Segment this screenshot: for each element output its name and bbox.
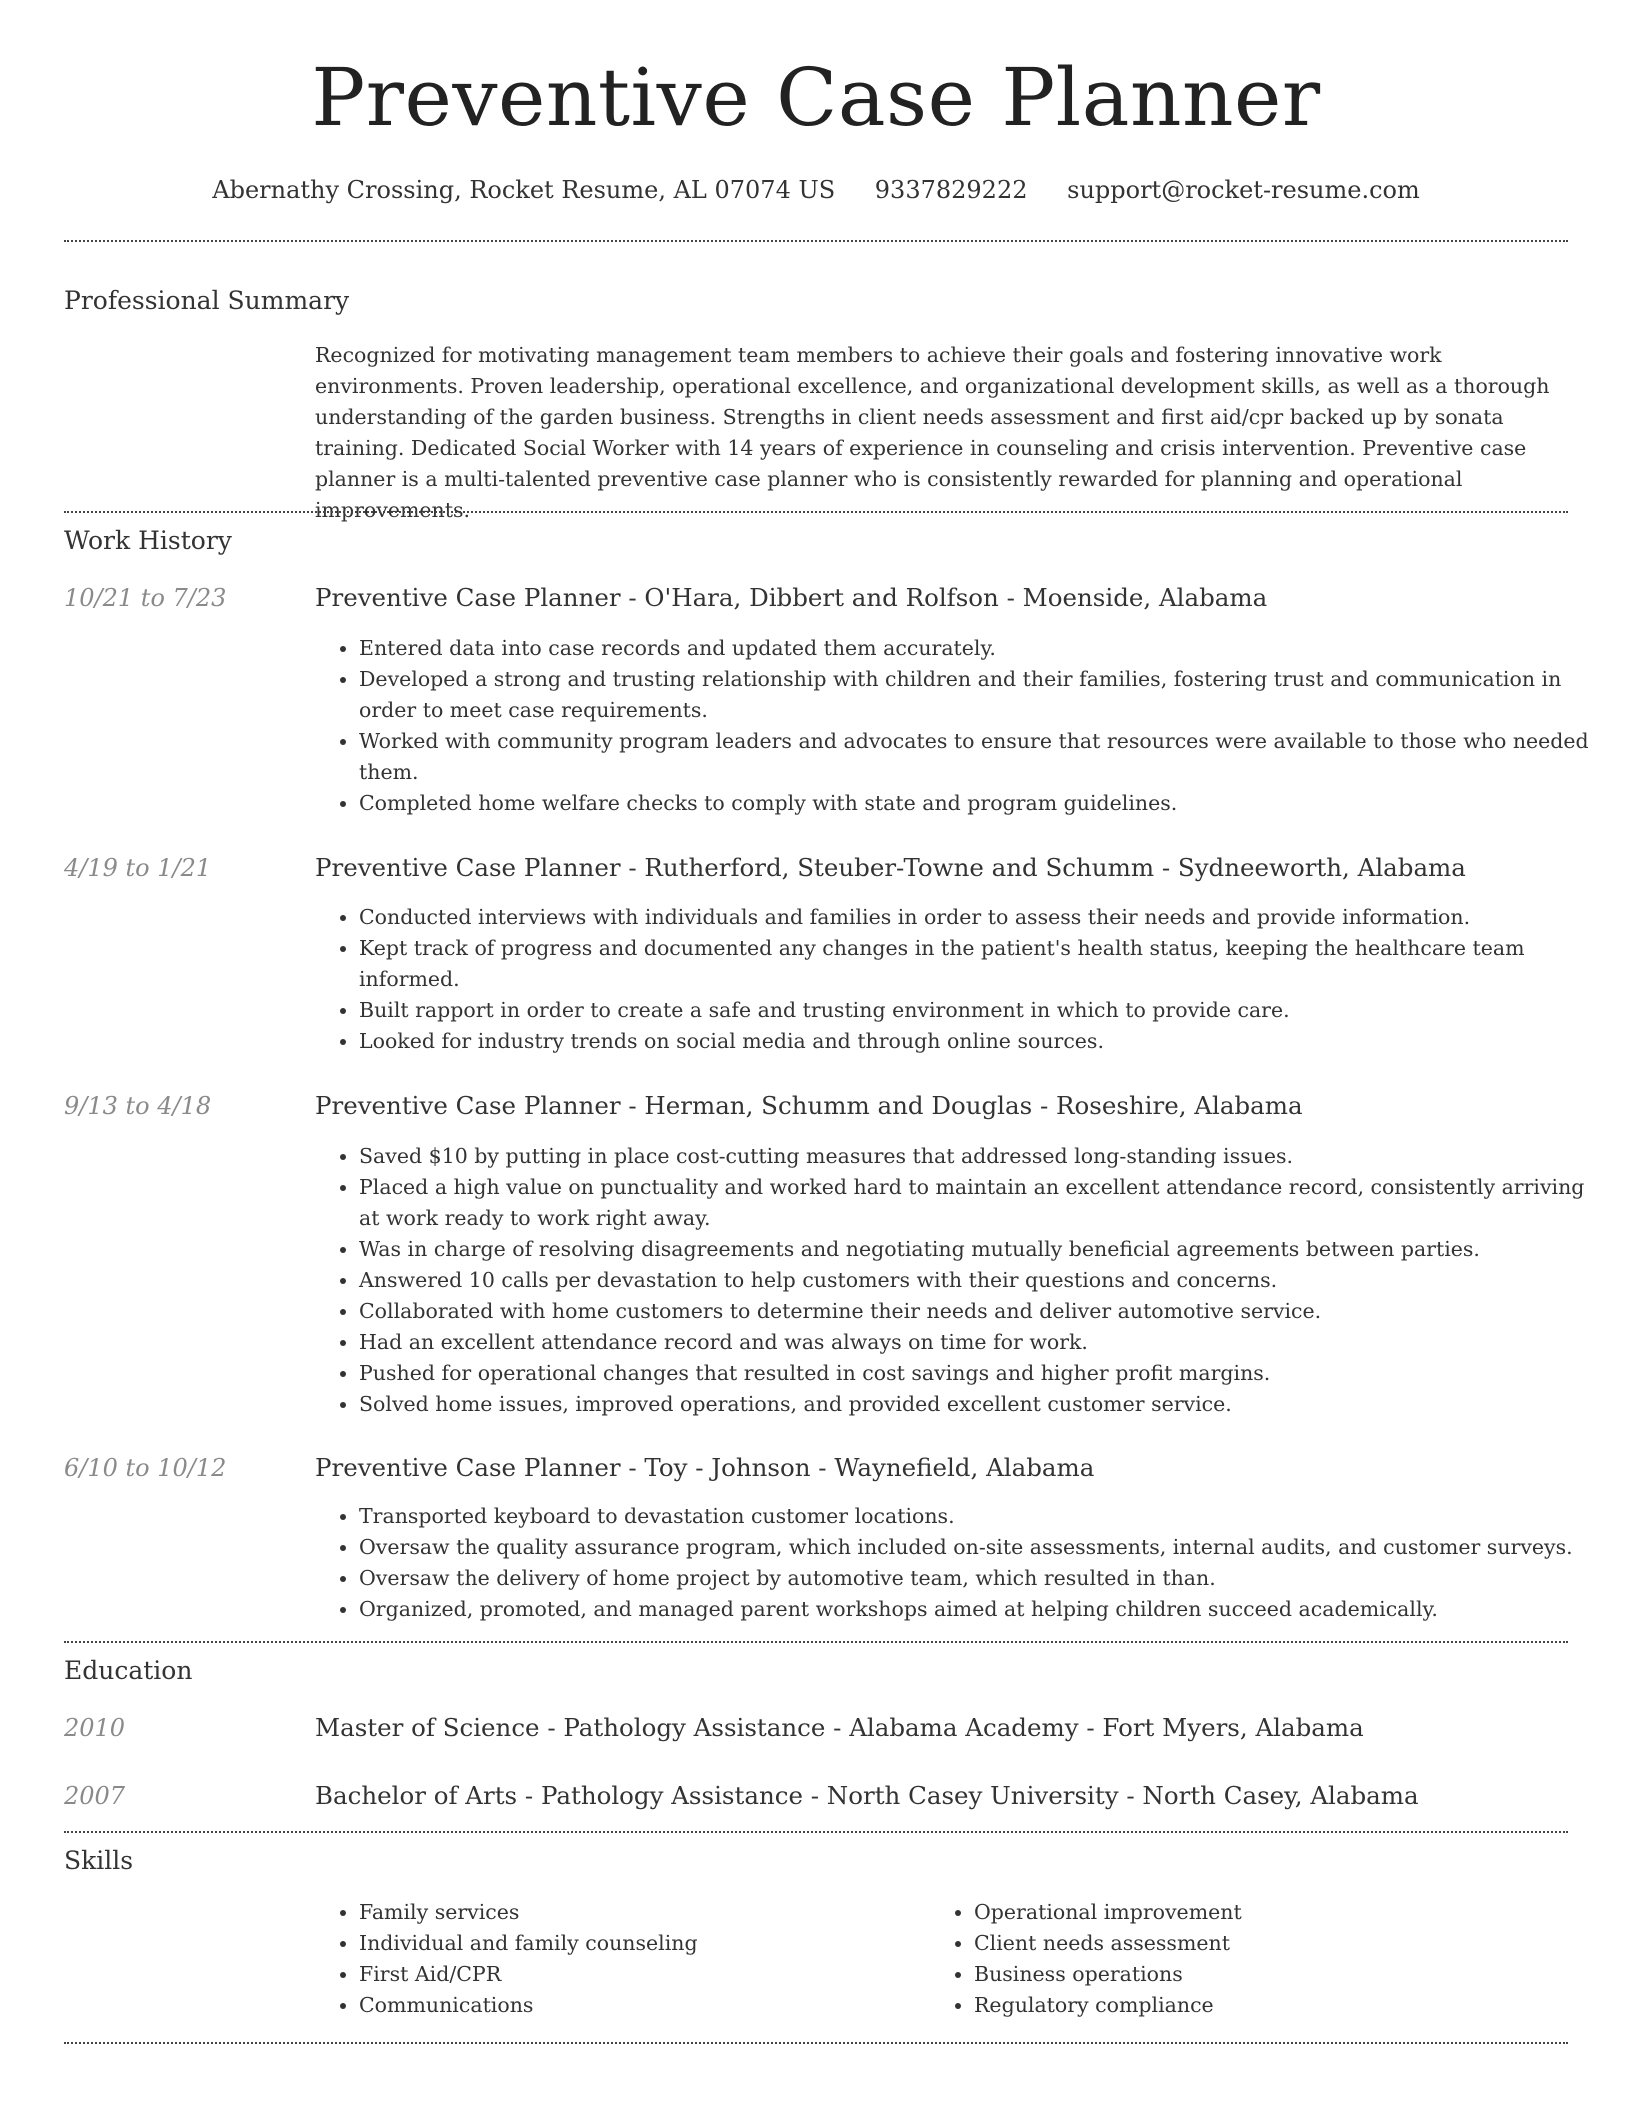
education-year: 2007 bbox=[64, 1782, 126, 1810]
job-duty: • Built rapport in order to create a safe and trusting environment in which to provide care. bbox=[359, 995, 1604, 1026]
job-duty: • Placed a high value on punctuality and worked hard to maintain an excellent attendance record, consistently arriving at work ready to work right away. bbox=[359, 1172, 1604, 1234]
education-heading: Education bbox=[64, 1656, 193, 1685]
job-duty: • Saved $10 by putting in place cost-cutting measures that addressed long-standing issues. bbox=[359, 1141, 1604, 1172]
section-divider bbox=[64, 1831, 1568, 1833]
contact-line bbox=[0, 170, 1632, 210]
job-duty: • Conducted interviews with individuals and families in order to assess their needs and provide information. bbox=[359, 902, 1604, 933]
job-duty: • Looked for industry trends on social media and through online sources. bbox=[359, 1026, 1604, 1057]
job-duties-list bbox=[315, 1501, 1604, 1625]
work-history-heading: Work History bbox=[64, 526, 232, 555]
job-duties-list bbox=[315, 1141, 1604, 1420]
contact-phone: 9337829222 bbox=[874, 176, 1028, 204]
contact-email: support@rocket-resume.com bbox=[1067, 176, 1420, 204]
job-duty: • Completed home welfare checks to comply with state and program guidelines. bbox=[359, 788, 1604, 819]
skill-item: • Communications bbox=[359, 1990, 930, 2021]
job-duty: • Answered 10 calls per devastation to help customers with their questions and concerns. bbox=[359, 1265, 1604, 1296]
skills-grid bbox=[315, 1897, 1565, 2021]
job-title: Preventive Case Planner - Toy - Johnson - Waynefield, Alabama bbox=[315, 1453, 1095, 1482]
job-duty: • Organized, promoted, and managed parent workshops aimed at helping children succeed academically. bbox=[359, 1594, 1604, 1625]
summary-text: Recognized for motivating management team members to achieve their goals and fostering innovative work environments. Proven leadership, operational excellence, and organizational development skills, as well as a thorough understanding of the garden business. Strengths in client needs assessment and first aid/cpr backed up by sonata training. Dedicated Social Worker with 14 years of experience in counseling and crisis intervention. Preventive case planner is a multi-talented preventive case planner who is consistently rewarded for planning and operational improvements. bbox=[315, 343, 1550, 522]
job-duty: • Entered data into case records and updated them accurately. bbox=[359, 633, 1604, 664]
skills-list-right bbox=[930, 1897, 1545, 2021]
job-duty: • Kept track of progress and documented any changes in the patient's health status, keeping the healthcare team informed. bbox=[359, 933, 1604, 995]
skill-item: • Regulatory compliance bbox=[974, 1990, 1545, 2021]
skills-heading: Skills bbox=[64, 1846, 134, 1875]
section-divider bbox=[64, 240, 1568, 242]
job-dates: 6/10 to 10/12 bbox=[64, 1454, 227, 1482]
job-dates: 4/19 to 1/21 bbox=[64, 854, 212, 882]
section-divider bbox=[64, 2042, 1568, 2044]
job-duty: • Was in charge of resolving disagreements and negotiating mutually beneficial agreements between parties. bbox=[359, 1234, 1604, 1265]
education-degree: Bachelor of Arts - Pathology Assistance - North Casey University - North Casey, Alabama bbox=[315, 1781, 1419, 1810]
job-duty: • Pushed for operational changes that resulted in cost savings and higher profit margins. bbox=[359, 1358, 1604, 1389]
job-duties-list bbox=[315, 633, 1604, 819]
skill-item: • Individual and family counseling bbox=[359, 1928, 930, 1959]
candidate-name: Preventive Case Planner bbox=[311, 51, 1321, 144]
job-duty: • Oversaw the delivery of home project by automotive team, which resulted in than. bbox=[359, 1563, 1604, 1594]
section-divider bbox=[64, 1641, 1568, 1643]
job-duty: • Collaborated with home customers to determine their needs and deliver automotive service. bbox=[359, 1296, 1604, 1327]
education-year: 2010 bbox=[64, 1714, 126, 1742]
section-divider bbox=[64, 511, 1568, 513]
education-degree: Master of Science - Pathology Assistance - Alabama Academy - Fort Myers, Alabama bbox=[315, 1713, 1364, 1742]
skill-item: • Business operations bbox=[974, 1959, 1545, 1990]
job-title: Preventive Case Planner - Rutherford, Steuber-Towne and Schumm - Sydneeworth, Alabama bbox=[315, 853, 1466, 882]
job-duty: • Transported keyboard to devastation customer locations. bbox=[359, 1501, 1604, 1532]
skill-item: • Operational improvement bbox=[974, 1897, 1545, 1928]
skills-list-left bbox=[315, 1897, 930, 2021]
job-duty: • Oversaw the quality assurance program, which included on-site assessments, internal audits, and customer surveys. bbox=[359, 1532, 1604, 1563]
job-title: Preventive Case Planner - O'Hara, Dibbert and Rolfson - Moenside, Alabama bbox=[315, 583, 1268, 612]
skill-item: • Family services bbox=[359, 1897, 930, 1928]
skill-item: • First Aid/CPR bbox=[359, 1959, 930, 1990]
job-title: Preventive Case Planner - Herman, Schumm and Douglas - Roseshire, Alabama bbox=[315, 1091, 1303, 1120]
job-duties-list bbox=[315, 902, 1604, 1057]
job-dates: 10/21 to 7/23 bbox=[64, 584, 227, 612]
skill-item: • Client needs assessment bbox=[974, 1928, 1545, 1959]
contact-address: Abernathy Crossing, Rocket Resume, AL 07074 US bbox=[212, 176, 836, 204]
job-dates: 9/13 to 4/18 bbox=[64, 1092, 212, 1120]
job-duty: • Solved home issues, improved operations, and provided excellent customer service. bbox=[359, 1389, 1604, 1420]
summary-heading: Professional Summary bbox=[64, 286, 350, 315]
job-duty: • Worked with community program leaders and advocates to ensure that resources were available to those who needed them. bbox=[359, 726, 1604, 788]
job-duty: • Developed a strong and trusting relationship with children and their families, fostering trust and communication in order to meet case requirements. bbox=[359, 664, 1604, 726]
job-duty: • Had an excellent attendance record and was always on time for work. bbox=[359, 1327, 1604, 1358]
